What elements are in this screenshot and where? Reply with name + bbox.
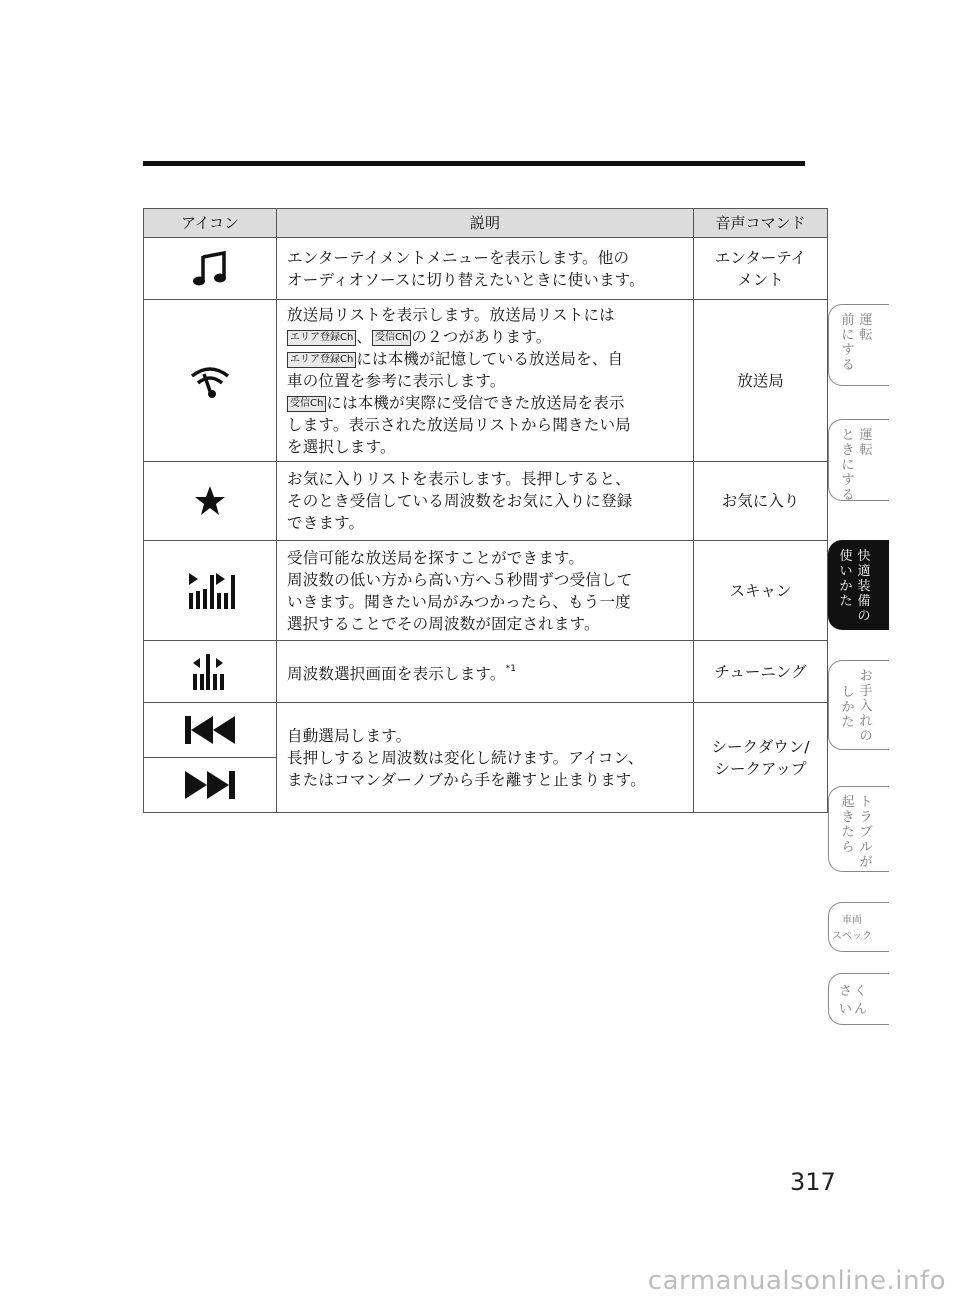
row-description: 放送局リストを表示します。放送局リストには エリア登録Ch 、 受信Ch の２つがあります。 エリア登録Ch には本機が記憶している放送局を、自 車の位置を参考に表示します。 受信Ch には本機が実際に受信できた放送局を表示 します。表示された放送局リストから聞きたい局 を選択します。	[277, 300, 694, 462]
side-tab-troubleshooting[interactable]: トラブルが 起きたら	[828, 786, 889, 872]
seek-up-icon[interactable]	[184, 770, 236, 800]
side-tab-before-driving[interactable]: 運転 前にする	[828, 304, 889, 386]
music-note-icon[interactable]	[193, 251, 227, 287]
seek-down-icon[interactable]	[184, 715, 236, 745]
row-voice-command: エンターテイ メント	[694, 238, 828, 300]
voice-command-table	[143, 208, 828, 813]
footnote-marker: *1	[505, 664, 517, 674]
row-icon-cell	[144, 703, 277, 758]
table-row	[144, 238, 828, 300]
watermark: carmanualsonline.info	[647, 1266, 946, 1296]
row-description: お気に入りリストを表示します。長押しすると、 そのとき受信している周波数をお気に入りに登録 できます。	[277, 462, 694, 541]
row-icon-cell	[144, 641, 277, 703]
table-row	[144, 703, 828, 758]
side-tab-index[interactable]: さく いん	[828, 973, 889, 1025]
row-voice-command: シークダウン/ シークアップ	[694, 703, 828, 813]
side-tab-vehicle-specs[interactable]: 車両 スペック	[828, 902, 889, 952]
received-ch-chip: 受信Ch	[287, 396, 326, 412]
page-number: 317	[790, 1168, 836, 1196]
row-icon-cell	[144, 758, 277, 813]
row-voice-command: 放送局	[694, 300, 828, 462]
row-description: 周波数選択画面を表示します。$^{*1}$	[277, 641, 694, 703]
row-icon-cell	[144, 238, 277, 300]
table-row	[144, 541, 828, 641]
received-ch-chip: 受信Ch	[372, 330, 411, 346]
side-tab-while-driving[interactable]: 運転 ときにする	[828, 419, 889, 501]
table-row	[144, 462, 828, 541]
row-description: エンターテイメントメニューを表示します。他の オーディオソースに切り替えたいときに使います。	[277, 238, 694, 300]
row-icon-cell	[144, 462, 277, 541]
area-registered-ch-chip: エリア登録Ch	[287, 330, 356, 346]
header-description: 説明	[277, 209, 694, 238]
row-icon-cell	[144, 300, 277, 462]
broadcast-station-icon[interactable]	[190, 362, 230, 400]
header-voice-command: 音声コマンド	[694, 209, 828, 238]
side-tab-maintenance[interactable]: お手入れの しかた	[828, 660, 889, 750]
row-voice-command: スキャン	[694, 541, 828, 641]
tuning-icon[interactable]	[190, 652, 230, 692]
header-icon: アイコン	[144, 209, 277, 238]
side-tab-comfort-equipment[interactable]: 快適装備の 使いかた	[828, 540, 889, 630]
star-icon[interactable]	[194, 485, 226, 517]
row-description: 受信可能な放送局を探すことができます。 周波数の低い方から高い方へ５秒間ずつ受信して いきます。聞きたい局がみつかったら、もう一度 選択することでその周波数が固定されます。	[277, 541, 694, 641]
table-row	[144, 641, 828, 703]
table-header-row	[144, 209, 828, 238]
table-row	[144, 300, 828, 462]
row-voice-command: お気に入り	[694, 462, 828, 541]
row-icon-cell	[144, 541, 277, 641]
top-rule	[143, 161, 805, 166]
row-description: 自動選局します。 長押しすると周波数は変化し続けます。アイコン、 またはコマンダーノブから手を離すと止まります。	[277, 703, 694, 813]
area-registered-ch-chip: エリア登録Ch	[287, 352, 356, 368]
row-voice-command: チューニング	[694, 641, 828, 703]
scan-icon[interactable]	[184, 571, 236, 611]
